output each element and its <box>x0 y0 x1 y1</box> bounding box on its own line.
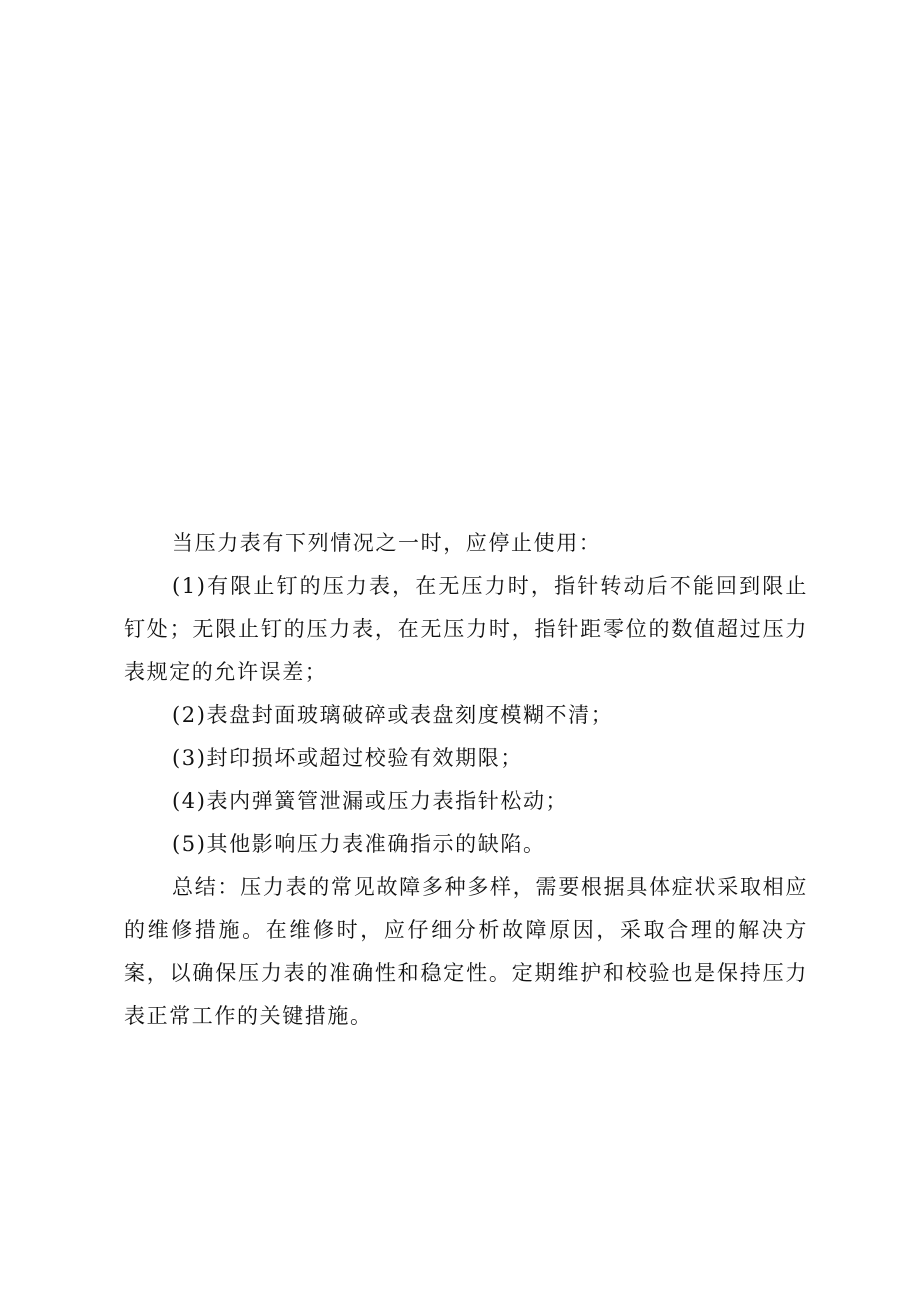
document-body <box>124 522 808 1038</box>
intro-paragraph: 当压力表有下列情况之一时，应停止使用： <box>172 531 602 555</box>
summary-paragraph: 总结：压力表的常见故障多种多样，需要根据具体症状采取相应的维修措施。在维修时，应仔细分析故障原因，采取合理的解决方案，以确保压力表的准确性和稳定性。定期维护和校验也是保持压力表正常工作的关键措施。 <box>124 875 808 1028</box>
list-item-1: (1)有限止钉的压力表，在无压力时，指针转动后不能回到限止钉处；无限止钉的压力表，在无压力时，指针距零位的数值超过压力表规定的允许误差； <box>124 574 808 684</box>
list-item-5: (5)其他影响压力表准确指示的缺陷。 <box>172 832 546 856</box>
list-item-3: (3)封印损坏或超过校验有效期限； <box>172 746 523 770</box>
list-item-4: (4)表内弹簧管泄漏或压力表指针松动； <box>172 789 569 813</box>
list-item-2: (2)表盘封面玻璃破碎或表盘刻度模糊不清； <box>172 703 614 727</box>
